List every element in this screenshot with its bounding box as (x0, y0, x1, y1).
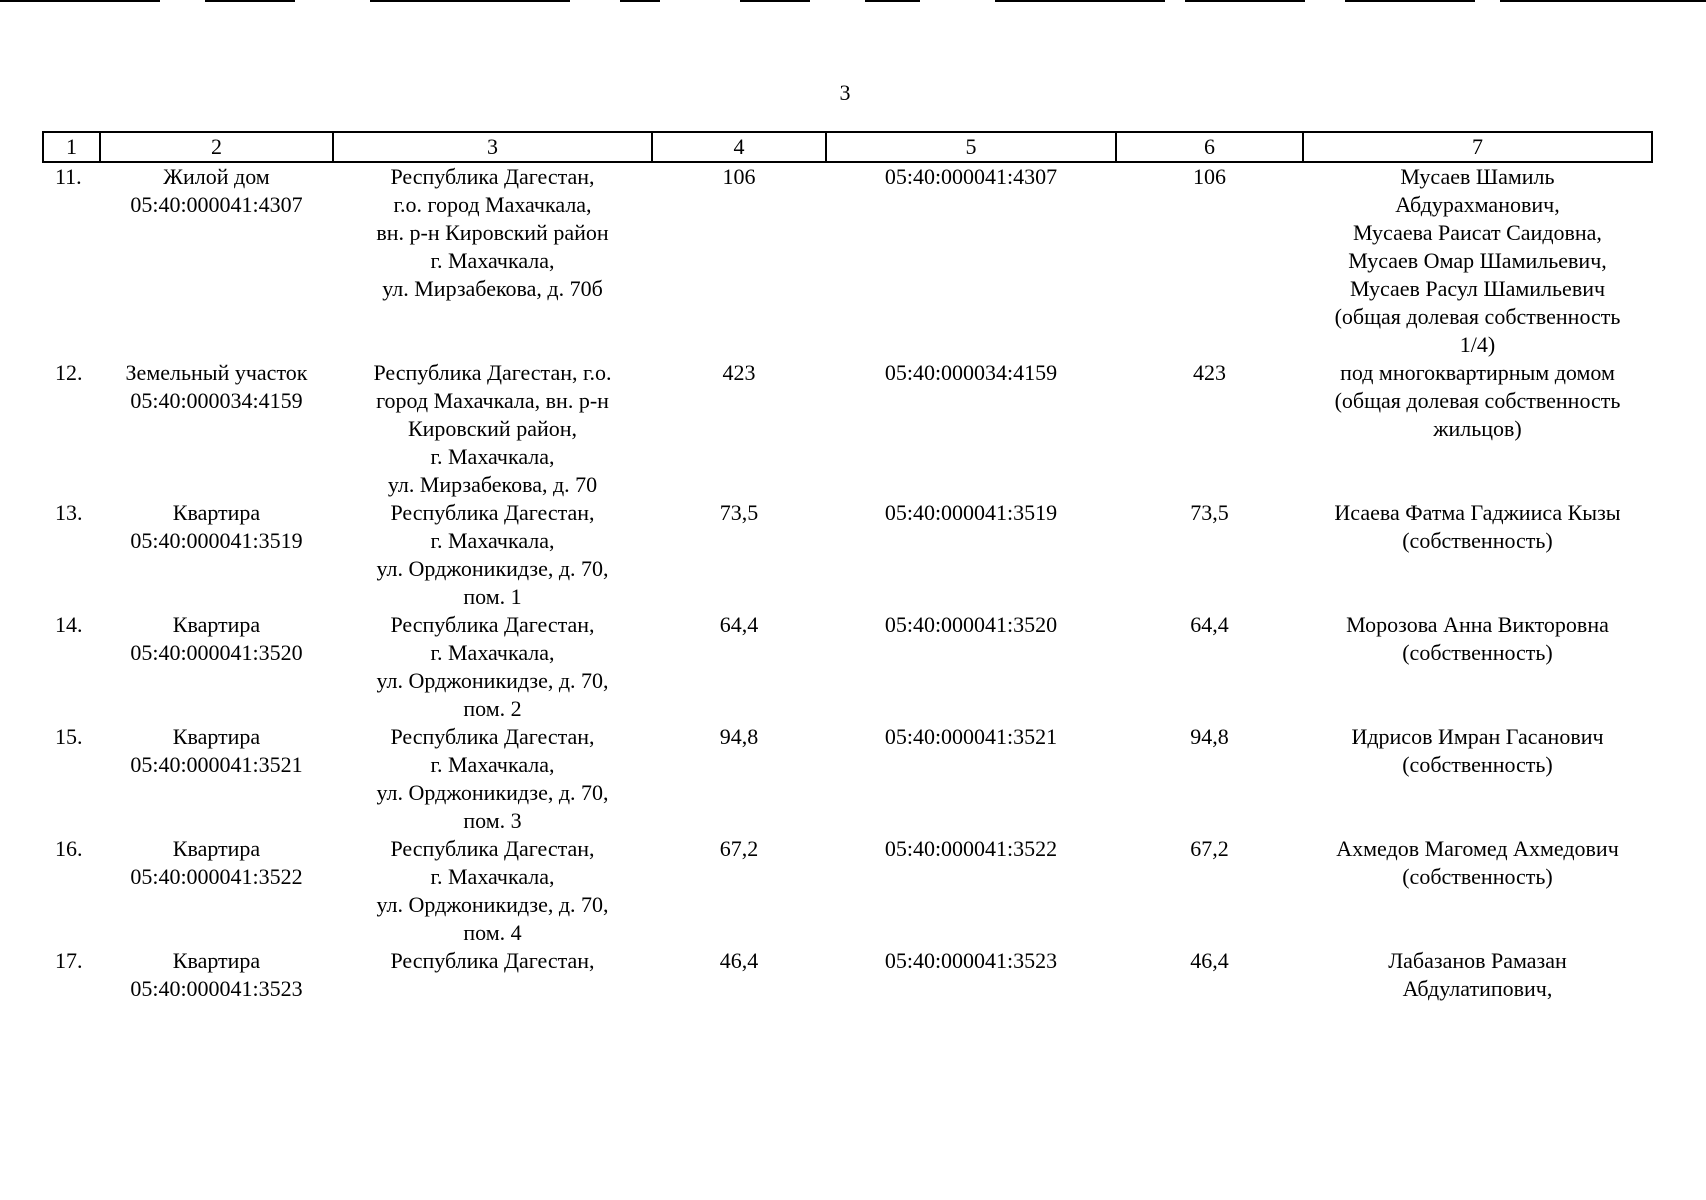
owner-cell (1303, 359, 1652, 499)
owner-cell-line: (собственность) (1402, 640, 1553, 665)
owner-cell (1303, 835, 1652, 947)
table-row (43, 162, 1652, 359)
address-cell-line: Республика Дагестан, (390, 948, 595, 973)
cadastral-number-cell: 05:40:000041:3519 (884, 500, 1058, 525)
table-row (43, 499, 1652, 611)
area-cell-2: 64,4 (1190, 612, 1229, 637)
cadastral-number-cell: 05:40:000034:4159 (884, 360, 1058, 385)
address-cell-line: пом. 3 (463, 808, 522, 833)
top-scan-rules (0, 0, 1706, 3)
address-cell-line: вн. р-н Кировский район (376, 220, 609, 245)
object-cell (100, 499, 333, 611)
object-cell-line: Квартира (172, 948, 261, 973)
object-cell-line: Земельный участок (125, 360, 308, 385)
address-cell (333, 359, 652, 499)
object-cell-line: Квартира (172, 836, 261, 861)
address-cell-line: Республика Дагестан, (390, 836, 595, 861)
address-cell (333, 499, 652, 611)
owner-cell (1303, 611, 1652, 723)
object-cell (100, 835, 333, 947)
area-cell: 67,2 (719, 836, 759, 861)
column-header: 7 (1303, 132, 1652, 162)
column-header: 6 (1116, 132, 1303, 162)
owner-cell-line: (собственность) (1402, 864, 1553, 889)
address-cell-line: г. Махачкала, (430, 248, 555, 273)
row-number: 15. (55, 724, 83, 749)
address-cell-line: пом. 1 (463, 584, 522, 609)
owner-cell-line: Лабазанов Рамазан (1388, 948, 1567, 973)
object-cell-line: 05:40:000041:3519 (130, 528, 303, 553)
column-header: 5 (826, 132, 1116, 162)
owner-cell-line: (собственность) (1402, 528, 1553, 553)
table-row (43, 835, 1652, 947)
owner-cell-line: Абдурахманович, (1395, 192, 1560, 217)
row-number: 12. (55, 360, 83, 385)
address-cell-line: ул. Мирзабекова, д. 70 (387, 472, 598, 497)
address-cell-line: г. Махачкала, (430, 864, 555, 889)
area-cell-2: 46,4 (1190, 948, 1229, 973)
address-cell-line: Республика Дагестан, (390, 164, 595, 189)
owner-cell-line: (собственность) (1402, 752, 1553, 777)
object-cell-line: Жилой дом (163, 164, 270, 189)
object-cell-line: Квартира (172, 612, 261, 637)
address-cell-line: ул. Орджоникидзе, д. 70, (376, 780, 609, 805)
cadastral-number-cell: 05:40:000041:3522 (884, 836, 1058, 861)
address-cell-line: г. Махачкала, (430, 444, 555, 469)
owner-cell-line: Морозова Анна Викторовна (1346, 612, 1609, 637)
address-cell-line: Республика Дагестан, (390, 500, 595, 525)
object-cell (100, 359, 333, 499)
address-cell (333, 162, 652, 359)
row-number: 11. (55, 164, 82, 189)
object-cell-line: Квартира (172, 724, 261, 749)
object-cell-line: 05:40:000041:3520 (130, 640, 303, 665)
owner-cell-line: Мусаев Шамиль (1400, 164, 1555, 189)
row-number: 16. (55, 836, 83, 861)
column-header: 2 (100, 132, 333, 162)
address-cell-line: Республика Дагестан, (390, 724, 595, 749)
row-number: 14. (55, 612, 83, 637)
address-cell (333, 723, 652, 835)
cadastral-number-cell: 05:40:000041:3520 (884, 612, 1058, 637)
address-cell-line: ул. Орджоникидзе, д. 70, (376, 892, 609, 917)
address-cell-line: Кировский район, (407, 416, 578, 441)
owner-cell-line: Абдулатипович, (1402, 976, 1553, 1001)
owner-cell-line: Идрисов Имран Гасанович (1351, 724, 1604, 749)
address-cell (333, 611, 652, 723)
owner-cell (1303, 947, 1652, 1003)
table-row (43, 359, 1652, 499)
area-cell: 73,5 (719, 500, 759, 525)
owner-cell-line: (общая долевая собственность (1334, 304, 1621, 329)
object-cell-line: 05:40:000041:3523 (130, 976, 303, 1001)
cadastral-number-cell: 05:40:000041:3521 (884, 724, 1058, 749)
owner-cell-line: Ахмедов Магомед Ахмедович (1336, 836, 1619, 861)
address-cell-line: ул. Орджоникидзе, д. 70, (376, 556, 609, 581)
object-cell-line: 05:40:000041:3522 (130, 864, 303, 889)
address-cell-line: г.о. город Махачкала, (393, 192, 592, 217)
owner-cell-line: жильцов) (1433, 416, 1522, 441)
table-row (43, 723, 1652, 835)
owner-cell-line: Мусаев Расул Шамильевич (1349, 276, 1606, 301)
area-cell-2: 73,5 (1190, 500, 1229, 525)
table-row (43, 611, 1652, 723)
address-cell-line: г. Махачкала, (430, 528, 555, 553)
address-cell-line: пом. 2 (463, 696, 522, 721)
address-cell (333, 947, 652, 1003)
row-number: 13. (55, 500, 83, 525)
object-cell (100, 723, 333, 835)
address-cell (333, 835, 652, 947)
table-row (43, 947, 1652, 1003)
owner-cell-line: (общая долевая собственность (1334, 388, 1621, 413)
property-register-table (42, 131, 1653, 1003)
area-cell-2: 67,2 (1190, 836, 1229, 861)
object-cell (100, 947, 333, 1003)
owner-cell-line: 1/4) (1459, 332, 1496, 357)
cadastral-number-cell: 05:40:000041:3523 (884, 948, 1058, 973)
table-body (43, 162, 1652, 1003)
owner-cell (1303, 723, 1652, 835)
address-cell-line: пом. 4 (463, 920, 522, 945)
owner-cell-line: Исаева Фатма Гаджииса Кызы (1334, 500, 1621, 525)
area-cell: 46,4 (719, 948, 759, 973)
address-cell-line: ул. Мирзабекова, д. 70б (382, 276, 603, 301)
column-header: 3 (333, 132, 652, 162)
object-cell-line: 05:40:000034:4159 (130, 388, 303, 413)
object-cell (100, 162, 333, 359)
area-cell-2: 423 (1193, 360, 1226, 385)
column-header: 1 (43, 132, 100, 162)
object-cell-line: 05:40:000041:3521 (130, 752, 303, 777)
area-cell: 423 (722, 360, 756, 385)
object-cell (100, 611, 333, 723)
area-cell-2: 94,8 (1190, 724, 1229, 749)
owner-cell-line: Мусаев Омар Шамильевич, (1348, 248, 1607, 273)
area-cell: 106 (722, 164, 756, 189)
address-cell-line: Республика Дагестан, (390, 612, 595, 637)
page-number: 3 (839, 80, 851, 105)
object-cell-line: 05:40:000041:4307 (130, 192, 303, 217)
column-header: 4 (652, 132, 826, 162)
address-cell-line: г. Махачкала, (430, 640, 555, 665)
address-cell-line: город Махачкала, вн. р-н (376, 388, 609, 413)
column-number-header (43, 132, 1652, 162)
area-cell: 64,4 (719, 612, 759, 637)
owner-cell-line: под многоквартирным домом (1340, 360, 1615, 385)
object-cell-line: Квартира (172, 500, 261, 525)
owner-cell (1303, 499, 1652, 611)
address-cell-line: ул. Орджоникидзе, д. 70, (376, 668, 609, 693)
area-cell-2: 106 (1193, 164, 1226, 189)
owner-cell (1303, 162, 1652, 359)
address-cell-line: г. Махачкала, (430, 752, 555, 777)
address-cell-line: Республика Дагестан, г.о. (373, 360, 612, 385)
owner-cell-line: Мусаева Раисат Саидовна, (1353, 220, 1602, 245)
cadastral-number-cell: 05:40:000041:4307 (884, 164, 1058, 189)
row-number: 17. (55, 948, 83, 973)
area-cell: 94,8 (719, 724, 759, 749)
